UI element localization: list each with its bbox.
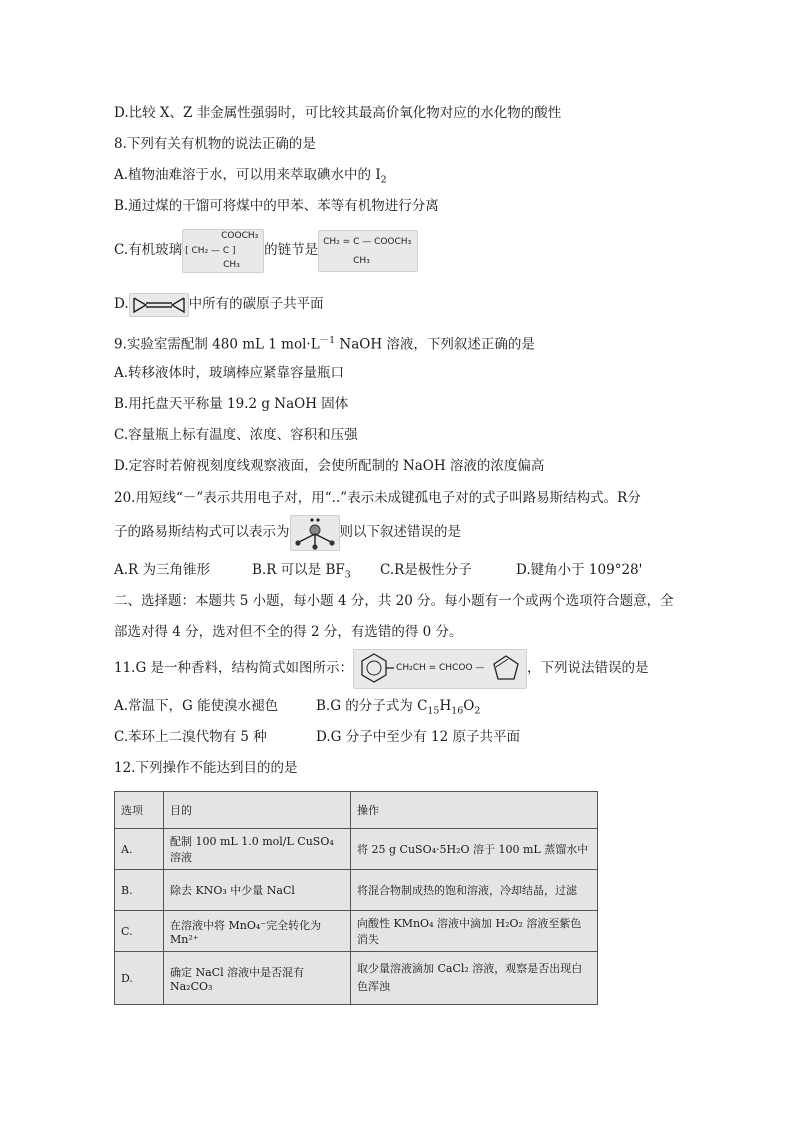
lewis-structure-figure [290,515,340,551]
q11-option-a: A.常温下，G 能使溴水褪色 [114,698,279,714]
table-cell-option: C. [115,911,164,952]
table-cell-operation: 取少量溶液滴加 CaCl₂ 溶液，观察是否出现白色浑浊 [351,952,598,1005]
q20-options [114,561,642,585]
lewis-structure-svg [291,516,339,550]
table-cell-goal: 确定 NaCl 溶液中是否混有 Na₂CO₃ [164,952,351,1005]
q9-option-b: B.用托盘天平称量 19.2 g NaOH 固体 [114,396,349,412]
q8-option-b: B.通过煤的干馏可将煤中的甲苯、苯等有机物进行分离 [114,198,439,214]
table-row [115,870,598,911]
q11-option-c: C.苯环上二溴代物有 5 种 [114,729,267,745]
section2-heading-line1: 二、选择题：本题共 5 小题，每小题 4 分，共 20 分。每小题有一个或两个选项符合题意，全 [114,593,674,609]
q20-option-d: D.键角小于 109°28' [516,562,643,578]
table-cell-operation: 将 25 g CuSO₄·5H₂O 溶于 100 mL 蒸馏水中 [351,829,598,870]
table-row [115,952,598,1005]
q12-stem: 12.下列操作不能达到目的的是 [114,760,298,776]
q9-option-c: C.容量瓶上标有温度、浓度、容积和压强 [114,427,358,443]
table-header-cell: 目的 [164,792,351,829]
table-cell-option: A. [115,829,164,870]
q9-stem: 9.实验室需配制 480 mL 1 $mol\cdot L^{-1}$ NaOH 溶液，下列叙述正确的是 [114,335,535,353]
bicyclic-alkene-svg [130,294,188,316]
q8-option-d: D. 中所有的碳原子共平面 [114,292,324,317]
compound-g-figure: CH₂CH = CHCOO — [353,649,527,689]
table-cell-goal: 在溶液中将 MnO₄⁻完全转化为 Mn²⁺ [164,911,351,952]
q7-option-d: D.比较 X、Z 非金属性强弱时，可比较其最高价氧化物对应的水化物的酸性 [114,105,562,121]
pmma-structure-figure: COOCH₃ [ CH₂ — C ] CH₃ [182,229,264,273]
q9-option-d: D.定容时若俯视刻度线观察液面，会使所配制的 NaOH 溶液的浓度偏高 [114,458,545,474]
q11-option-b: B.G 的分子式为 $C_{15}H_{16}O_2$ [316,698,481,717]
q20-stem-line2: 子的路易斯结构式可以表示为 则以下叙述错误的是 [114,514,461,551]
q8-option-c: C.有机玻璃 COOCH₃ [ CH₂ — C ] CH₃ 的链节是 CH₂ = C — COOCH₃ CH₃ [114,228,418,273]
table-cell-operation: 向酸性 KMnO₄ 溶液中滴加 H₂O₂ 溶液至紫色消失 [351,911,598,952]
q8-option-a: A.植物油难溶于水，可以用来萃取碘水中的 $I_2$ [114,167,387,186]
monomer-structure-figure: CH₂ = C — COOCH₃ CH₃ [318,230,418,272]
table-cell-goal: 配制 100 mL 1.0 mol/L CuSO₄ 溶液 [164,829,351,870]
bicyclic-alkene-figure [129,293,189,317]
table-header-row [115,792,598,829]
table-cell-option: B. [115,870,164,911]
q20-stem-line1: 20.用短线“－”表示共用电子对，用“..”表示未成键孤电子对的式子叫路易斯结构式。R分 [114,490,641,506]
q11-options-row1 [114,697,480,721]
table-cell-option: D. [115,952,164,1005]
q8-stem: 8.下列有关有机物的说法正确的是 [114,136,316,152]
table-row [115,911,598,952]
section2-heading-line2: 部选对得 4 分，选对但不全的得 2 分，有选错的得 0 分。 [114,624,463,640]
q9-option-a: A.转移液体时，玻璃棒应紧靠容量瓶口 [114,365,345,381]
q12-options-table [114,791,598,1005]
q20-option-b: B.R 可以是 $BF_3$ [252,562,351,581]
table-row [115,829,598,870]
table-header-cell: 选项 [115,792,164,829]
q11-options-row2 [114,728,520,746]
q11-option-d: D.G 分子中至少有 12 原子共平面 [316,729,520,745]
q20-option-c: C.R是极性分子 [380,562,472,578]
table-cell-operation: 将混合物制成热的饱和溶液，冷却结晶，过滤 [351,870,598,911]
table-cell-goal: 除去 KNO₃ 中少量 NaCl [164,870,351,911]
q11-stem: 11.G 是一种香料，结构简式如图所示： CH₂CH = CHCOO — ，下列说法错误的是 [114,648,649,689]
table-header-cell: 操作 [351,792,598,829]
q20-option-a: A.R 为三角锥形 [114,562,210,578]
